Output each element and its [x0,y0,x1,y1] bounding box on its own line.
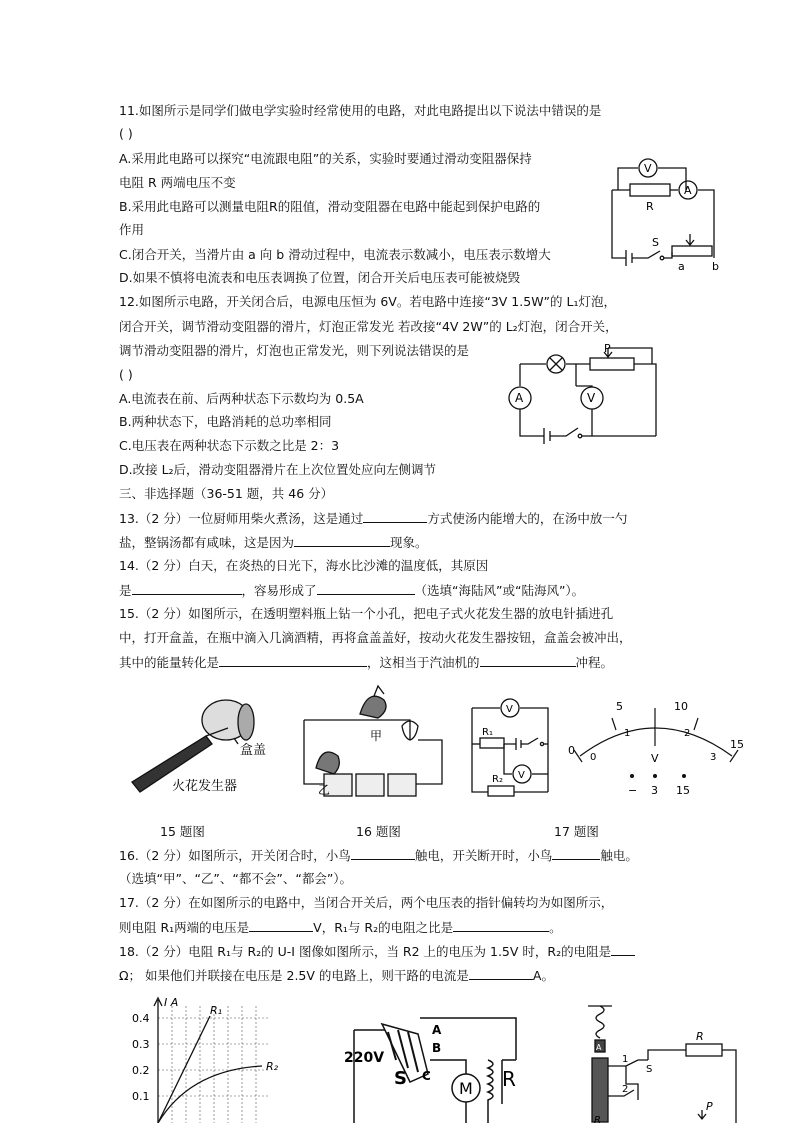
curve-r1-label: R₁ [210,1004,223,1017]
dial-top-15: 15 [730,738,744,751]
y-tick-0.2: 0.2 [132,1064,150,1077]
q14-text-2: ，容易形成了 [241,583,317,598]
lid-label: 盒盖 [240,743,267,758]
q18-blank-1[interactable] [611,943,635,956]
armature-a-label: A [596,1043,602,1052]
q17-text-2: V，R₁与 R₂的电阻之比是 [313,920,454,935]
voltmeter-dial [560,690,750,805]
resistor-label: R [646,200,654,213]
section-heading: 三、非选择题（36-51 题，共 46 分） [119,486,334,501]
q14-blank-1[interactable] [132,582,242,595]
q14-text-3: （选填“海陆风”或“陆海风”）。 [414,583,585,598]
q11-stem: 11.如图所示是同学们做电学实验时经常使用的电路，对此电路提出以下说法中错误的是 [119,103,602,118]
q17-text-1: 则电阻 R₁两端的电压是 [119,920,250,935]
fig17-caption: 17 题图 [554,824,599,839]
slider-end-b: b [712,260,719,273]
switch-s-label: S [394,1068,407,1089]
fig16-birds-circuit [298,680,448,810]
q14-line2 [119,582,584,599]
fig17-circuit [466,692,558,804]
motor-circuit-figure [338,1000,518,1123]
q15-blank-1[interactable] [219,654,367,667]
q17-line2 [119,919,562,936]
voltage-220v-label: 220V [344,1050,385,1066]
bird-jia-label: 甲 [370,729,383,743]
q12-paren: ( ) [119,367,133,382]
dial-sub-0: 0 [590,752,597,763]
dial-sub-1: 1 [624,728,631,739]
q13-blank-1[interactable] [363,510,427,523]
q13-text-3: 盐，整锅汤都有咸味，这是因为 [119,535,295,550]
r2-label: R₂ [492,774,503,785]
q15-line1: 15.（2 分）如图所示，在透明塑料瓶上钻一个小孔，把电子式火花发生器的放电针插进孔 [119,606,614,621]
bird-yi-label: 乙 [318,783,331,797]
q16-line1 [119,847,638,864]
ammeter-label: A [684,184,692,197]
dial-top-0: 0 [568,744,575,757]
q12-line3: 调节滑动变阻器的滑片，灯泡也正常发光，则下列说法错误的是 [119,343,470,358]
q13-text-4: 现象。 [390,535,428,550]
fig16-caption: 16 题图 [356,824,401,839]
relay-circuit-figure [582,1000,742,1123]
fig15-spark-generator [128,692,278,802]
spark-generator-label: 火花发生器 [172,779,238,794]
q18-line1 [119,943,635,960]
q16-blank-2[interactable] [552,847,600,860]
voltmeter-2-label: V [518,770,525,781]
q18-text-1: 18.（2 分）电阻 R₁与 R₂的 U-I 图像如图所示，当 R2 上的电压为 1.5V 时，R₂的电阻是 [119,944,612,959]
curve-r2-label: R₂ [266,1060,278,1073]
voltmeter-label: V [587,391,596,405]
q16-text-2: 触电，开关断开时，小鸟 [414,848,553,863]
y-tick-0.1: 0.1 [132,1090,150,1103]
q18-text-2: Ω； 如果他们并联接在电压是 2.5V 的电路上，则干路的电流是 [119,968,469,983]
q15-line3 [119,654,613,671]
q13-text-2: 方式使汤内能增大的，在汤中放一勺 [427,511,628,526]
contact-2-label: 2 [622,1084,629,1095]
motor-m-label: M [459,1079,473,1098]
q13-line1 [119,510,627,527]
q14-blank-2[interactable] [317,582,415,595]
q15-text-1: 其中的能量转化是 [119,655,220,670]
voltmeter-label: V [644,162,652,175]
resistor-r-label: R [502,1067,516,1091]
q15-line2: 中，打开盒盖，在瓶中滴入几滴酒精，再将盒盖盖好，按动火花发生器按钮，盒盖会被冲出， [119,630,632,645]
q11-paren: ( ) [119,126,133,141]
q15-text-3: 冲程。 [575,655,614,670]
voltmeter-1-label: V [506,704,513,715]
terminal-minus: − [628,784,638,797]
y-tick-0.4: 0.4 [132,1012,150,1025]
y-tick-0.3: 0.3 [132,1038,150,1051]
fig15-caption: 15 题图 [160,824,205,839]
coil-r-label: R [594,1115,601,1123]
q11-option-a-line2: 电阻 R 两端电压不变 [119,175,236,190]
dial-unit: V [651,752,659,765]
q16-blank-1[interactable] [351,847,415,860]
q18-line2 [119,967,554,984]
terminal-15: 15 [676,784,690,797]
slider-end-a: a [678,260,685,273]
q15-blank-2[interactable] [480,654,576,667]
dial-sub-3: 3 [710,752,717,763]
q11-option-a-line1: A.采用此电路可以探究“电流跟电阻”的关系，实验时要通过滑动变阻器保持 [119,151,532,166]
resistor-r-label: R [696,1030,704,1043]
switch-label: S [652,236,659,249]
q13-text-1: 13.（2 分）一位厨师用柴火煮汤，这是通过 [119,511,364,526]
ammeter-label: A [515,391,524,405]
q11-option-b-line2: 作用 [119,222,145,237]
point-a-label: A [432,1023,442,1037]
q16-line2: （选填“甲”、“乙”、“都不会”、“都会”）。 [119,871,353,886]
point-c-label: C [422,1069,431,1083]
q18-text-3: A。 [532,968,554,983]
q12-line1: 12.如图所示电路，开关闭合后，电源电压恒为 6V。若电路中连接“3V 1.5W”的 L₁灯泡， [119,294,616,309]
contact-1-label: 1 [622,1054,629,1065]
q17-line1: 17.（2 分）在如图所示的电路中，当闭合开关后，两个电压表的指针偏转均为如图所示， [119,895,614,910]
q11-option-b-line1: B.采用此电路可以测量电阻R的阻值，滑动变阻器在电路中能起到保护电路的 [119,199,541,214]
q12-option-b: B.两种状态下，电路消耗的总功率相同 [119,414,332,429]
q16-text-1: 16.（2 分）如图所示，开关闭合时，小鸟 [119,848,351,863]
q11-option-d: D.如果不慎将电流表和电压表调换了位置，闭合开关后电压表可能被烧毁 [119,270,521,285]
dial-top-5: 5 [616,700,623,713]
q13-line2 [119,534,428,551]
q13-blank-2[interactable] [294,534,390,547]
q17-blank-1[interactable] [249,919,313,932]
q11-circuit-figure [608,148,726,276]
dial-sub-2: 2 [684,728,691,739]
q11-option-c: C.闭合开关，当滑片由 a 向 b 滑动过程中，电流表示数减小，电压表示数增大 [119,247,551,262]
q12-circuit-figure [506,340,666,445]
q12-option-a: A.电流表在前、后两种状态下示数均为 0.5A [119,391,364,406]
q15-text-2: ，这相当于汽油机的 [367,655,480,670]
q12-option-d: D.改接 L₂后，滑动变阻器滑片在上次位置处应向左侧调节 [119,462,437,477]
slider-p-label: P [706,1100,713,1113]
q14-text-1: 是 [119,583,132,598]
q17-blank-2[interactable] [453,919,549,932]
ui-graph-figure [128,996,278,1123]
terminal-3: 3 [651,784,658,797]
q17-text-3: 。 [549,920,562,935]
switch-s-label: S [646,1064,653,1075]
point-b-label: B [432,1041,442,1055]
q16-text-3: 触电。 [600,848,638,863]
r1-label: R₁ [482,727,493,738]
q18-blank-2[interactable] [469,967,533,980]
dial-top-10: 10 [674,700,688,713]
slider-p-label: P [604,342,611,355]
axis-label-ia: I A [164,996,179,1009]
q12-line2: 闭合开关，调节滑动变阻器的滑片，灯泡正常发光 若改接“4V 2W”的 L₂灯泡，闭合开关， [119,319,618,334]
q14-line1: 14.（2 分）白天，在炎热的日光下，海水比沙滩的温度低，其原因 [119,558,489,573]
q12-option-c: C.电压表在两种状态下示数之比是 2：3 [119,438,340,453]
